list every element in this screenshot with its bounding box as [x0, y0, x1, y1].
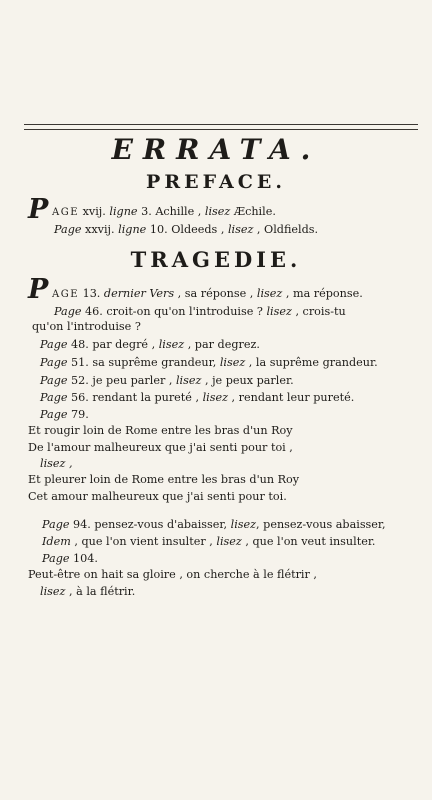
tragedie-line-p48: Page 48. par degré , lisez , par degrez. [40, 338, 260, 351]
preface-heading: PREFACE. [146, 171, 286, 193]
tragedie-line-p46: Page 46. croit-on qu'on l'introduise ? lisez , crois-tu [54, 305, 346, 318]
verse-line-1: Et rougir loin de Rome entre les bras d'un Roy [28, 424, 293, 437]
tragedie-line-p104-lisez: lisez , à la flétrir. [40, 585, 136, 598]
preface-line-1: AGE xvij. ligne 3. Achille , lisez Æchile. [52, 205, 276, 218]
verse-line-3: Et pleurer loin de Rome entre les bras d'un Roy [28, 473, 300, 486]
preface-drop-initial: P [28, 194, 49, 225]
tragedie-line-idem: Idem , que l'on vient insulter , lisez , que l'on veut insulter. [42, 535, 376, 548]
verse-line-4: Cet amour malheureux que j'ai senti pour toi. [28, 490, 287, 503]
tragedie-heading: TRAGEDIE. [130, 247, 302, 272]
tragedie-line-p52: Page 52. je peu parler , lisez , je peux parler. [40, 374, 294, 387]
tragedie-line-p79: Page 79. [40, 408, 89, 421]
tragedie-line-p56: Page 56. rendant la pureté , lisez , rendant leur pureté. [40, 391, 355, 404]
tragedie-drop-initial: P [28, 274, 49, 305]
tragedie-line-p104: Page 104. [42, 552, 98, 565]
tragedie-line-p51: Page 51. sa suprême grandeur, lisez , la suprême grandeur. [40, 356, 378, 369]
errata-title: ERRATA. [111, 133, 321, 166]
tragedie-line-p13: AGE 13. dernier Vers , sa réponse , lisez , ma réponse. [52, 287, 363, 300]
tragedie-line-p46-cont: qu'on l'introduise ? [32, 320, 141, 333]
verse-lisez: lisez , [40, 457, 73, 470]
tragedie-line-p94: Page 94. pensez-vous d'abaisser, lisez, pensez-vous abaisser, [42, 518, 386, 531]
preface-line-2: Page xxvij. ligne 10. Oldeeds , lisez , Oldfields. [54, 223, 319, 236]
verse-line-2: De l'amour malheureux que j'ai senti pour toi , [28, 441, 293, 454]
tragedie-line-p104-verse: Peut-être on hait sa gloire , on cherche à le flétrir , [28, 568, 317, 581]
